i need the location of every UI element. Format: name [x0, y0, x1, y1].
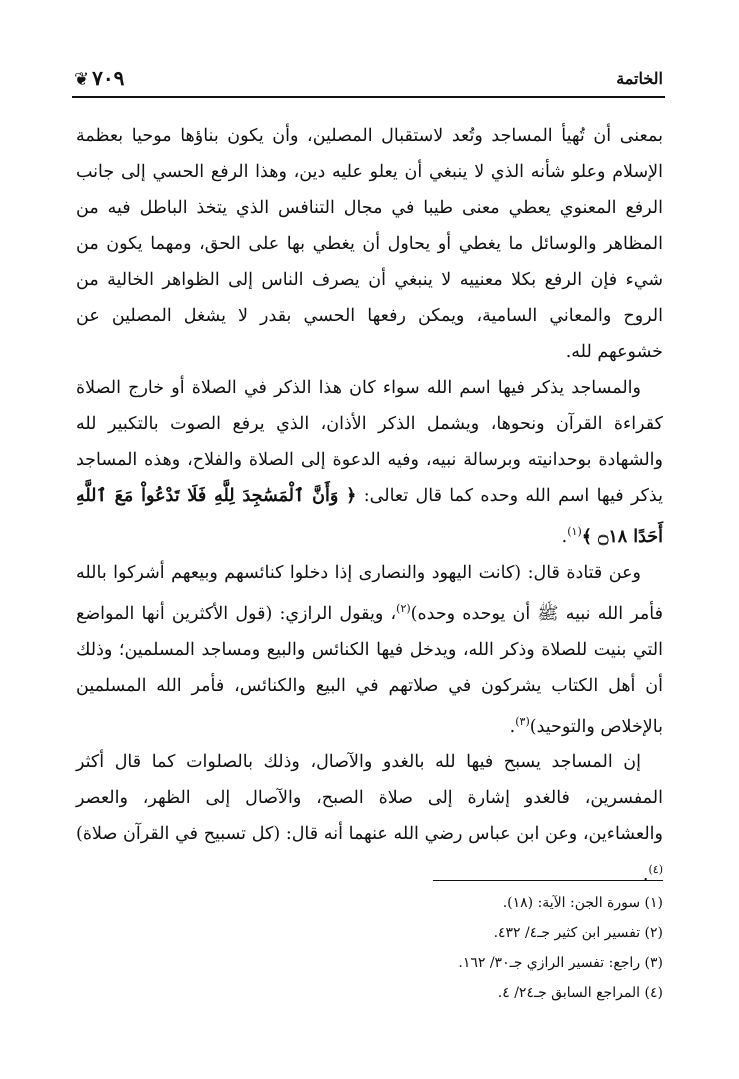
paragraph-3-text-b: ، ويقول الرازي: (قول الأكثرين أنها المواضع التي بنيت للصلاة وذكر الله، ويدخل فيها الكنائس والبيع ومساجد المسلمين؛ وذلك أن أهل الكتاب يشركون في صلاتهم في البيع والكنائس، فأمر الله المسلمين بالإخلاص والتوحيد) — [76, 603, 663, 737]
footnote-ref-4: (٤) — [648, 863, 663, 877]
header-rule — [72, 96, 665, 98]
page-number: ٧٠٩ — [92, 66, 125, 90]
paragraph-1: بمعنى أن تُهيأ المساجد وتُعد لاستقبال المصلين، وأن يكون بناؤها موحيا بعظمة الإسلام وعلو شأنه الذي لا ينبغي أن يعلو عليه دين، وهذا الرفع الحسي إلى جانب الرفع المعنوي يعطي معنى طيبا في مجال التنافس الذي يتخذ الباطل فيه من المظاهر والوسائل ما يغطي أو يحاول أن يغطي بها على الحق، ومهما يكون من شيء فإن الرفع بكلا معنييه لا ينبغي أن يصرف الناس إلى الظواهر الخالية من الروح والمعاني السامية، ويمكن رفعها الحسي بقدر لا يشغل المصلين عن خشوعهم لله. — [76, 126, 663, 362]
paragraph-2-end: . — [561, 526, 568, 547]
paragraph-2-text: والمساجد يذكر فيها اسم الله سواء كان هذا الذكر في الصلاة أو خارج الصلاة كقراءة القرآن ونحوها، ويشمل الذكر الأذان، الذي يرفع الصوت بالتكبير لله والشهادة بوحدانيته وبرسالة نبيه، وفيه الدعوة إلى الصلاة والفلاح، وهذه المساجد يذكر فيها اسم الله وحده كما قال تعالى: — [76, 378, 663, 506]
paragraph-4 — [76, 744, 663, 893]
page-header — [74, 60, 663, 94]
footnote-ref-3: (٣) — [515, 714, 530, 728]
footnotes — [76, 888, 663, 1008]
ornament-icon: ❦ — [74, 69, 90, 90]
paragraph-3 — [76, 555, 663, 745]
paragraph-3-text-a: وعن قتادة قال: (كانت اليهود والنصارى إذا دخلوا كنائسهم وبيعهم أشركوا بالله فأمر الله نبيه ﷺ أن يوحده وحده) — [76, 562, 663, 624]
paragraph-2 — [76, 370, 663, 555]
footnote-1: (١) سورة الجن: الآية: (١٨). — [502, 895, 663, 911]
footnote-4: (٤) المراجع السابق جـ٢٤/ ٤. — [497, 985, 663, 1001]
footnote-2: (٢) تفسير ابن كثير جـ٤/ ٤٣٢. — [493, 925, 663, 941]
paragraph-4-end: . — [642, 865, 649, 886]
chapter-title: الخاتمة — [616, 69, 663, 88]
quran-verse: ﴿ وَأَنَّ ٱلْمَسَٰجِدَ لِلَّهِ فَلَا تَدْعُواْ مَعَ ٱللَّهِ أَحَدًا ۝١٨ ﴾ — [76, 486, 663, 547]
main-text — [76, 118, 663, 893]
footnote-3: (٣) راجع: تفسير الرازي جـ٣٠/ ١٦٢. — [458, 955, 663, 971]
footnote-rule — [433, 880, 663, 881]
page-number-group — [74, 66, 124, 94]
paragraph-4-text: إن المساجد يسبح فيها لله بالغدو والآصال، وذلك بالصلوات كما قال أكثر المفسرين، فالغدو إشارة إلى صلاة الصبح، والآصال إلى الظهر، والعصر والعشاءين، وعن ابن عباس رضي الله عنهما أنه قال: (كل تسبيح في القرآن صلاة) — [76, 752, 663, 845]
footnote-ref-2: (٢) — [396, 601, 411, 615]
footnote-ref-1: (١) — [567, 525, 582, 538]
paragraph-3-end: . — [509, 716, 516, 737]
